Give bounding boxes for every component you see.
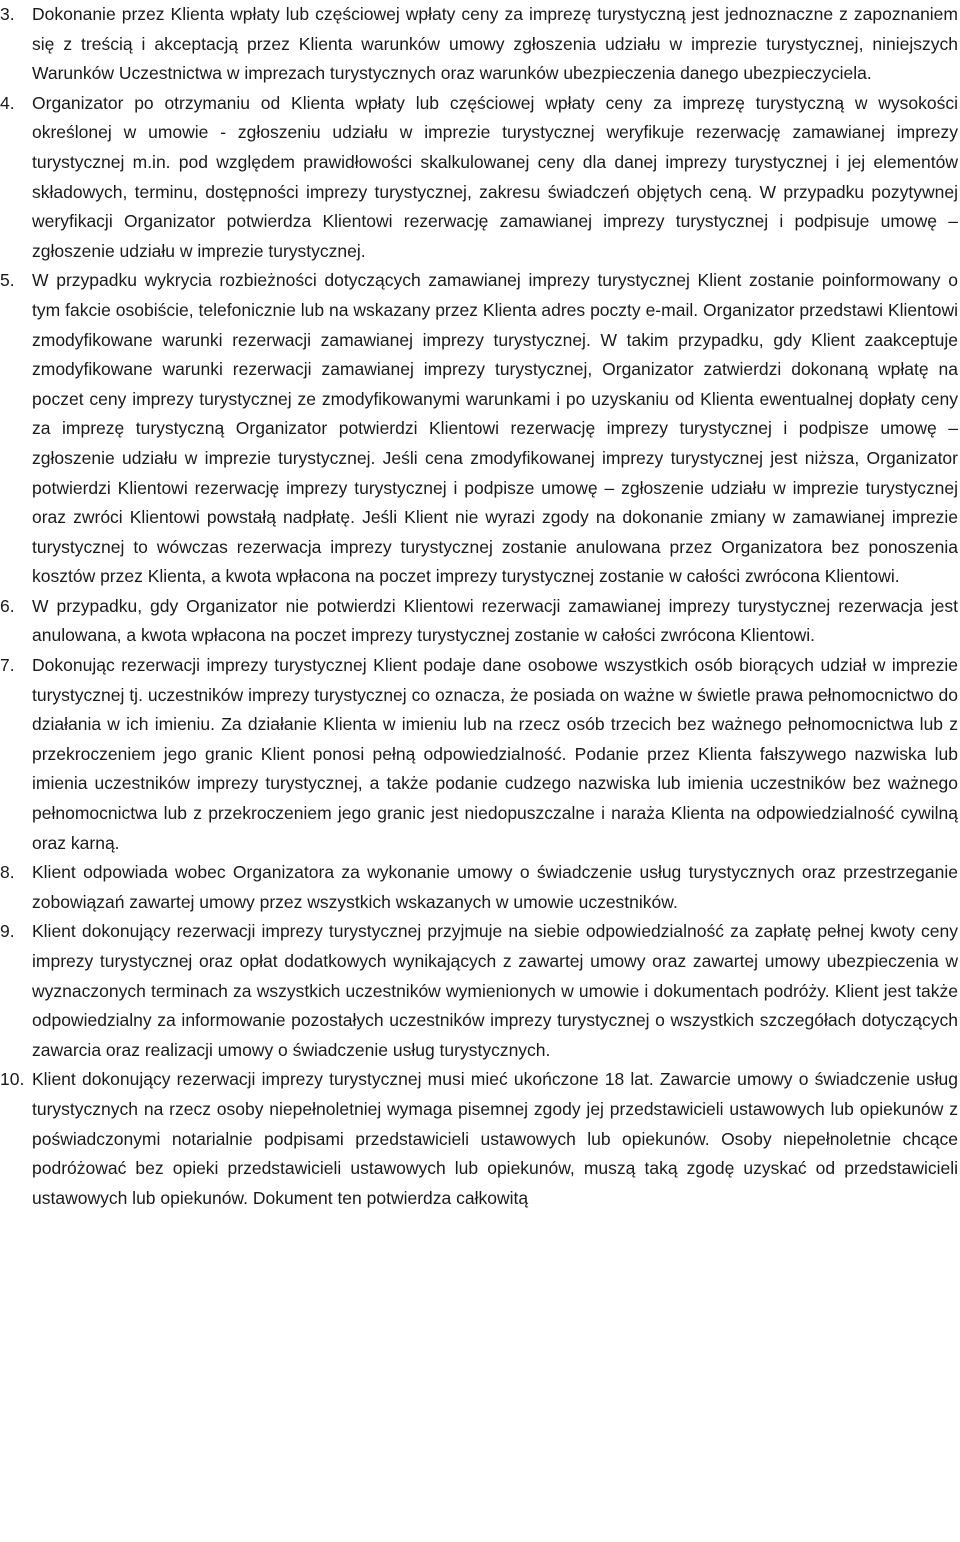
- clause-10: [0, 1065, 958, 1213]
- clause-text: Organizator po otrzymaniu od Klienta wpłaty lub częściowej wpłaty ceny za imprezę turystyczną w wysokości określonej w umowie - zgłoszeniu udziału w imprezie turystycznej weryfikuje rezerwację zamawianej imprezy turystycznej m.in. pod względem prawidłowości skalkulowanej ceny dla danej imprezy turystycznej i jej elementów składowych, terminu, dostępności imprezy turystycznej, zakresu świadczeń objętych ceną. W przypadku pozytywnej weryfikacji Organizator potwierdza Klientowi rezerwację zamawianej imprezy turystycznej i podpisuje umowę – zgłoszenie udziału w imprezie turystycznej.: [32, 92, 958, 261]
- clause-number: 8.: [0, 862, 15, 883]
- clause-5: [0, 266, 958, 592]
- clause-number: 4.: [0, 92, 15, 113]
- clause-6: [0, 592, 958, 651]
- clause-9: [0, 917, 958, 1065]
- clause-text: Klient dokonujący rezerwacji imprezy turystycznej przyjmuje na siebie odpowiedzialność za zapłatę pełnej kwoty ceny imprezy turystycznej oraz opłat dodatkowych wynikających z zawartej umowy oraz zawartej umowy ubezpieczenia w wyznaczonych terminach za wszystkich uczestników wymienionych w umowie i dokumentach podróży. Klient jest także odpowiedzialny za informowanie pozostałych uczestników imprezy turystycznej o wszystkich szczegółach dotyczących zawarcia oraz realizacji umowy o świadczenie usług turystycznych.: [32, 921, 958, 1060]
- clause-8: [0, 858, 958, 917]
- clause-number: 3.: [0, 4, 15, 24]
- clause-7: [0, 651, 958, 858]
- clause-number: 7.: [0, 655, 15, 676]
- clause-text: W przypadku, gdy Organizator nie potwierdzi Klientowi rezerwacji zamawianej imprezy turystycznej rezerwacja jest anulowana, a kwota wpłacona na poczet imprezy turystycznej zostanie w całości zwrócona Klientowi.: [32, 595, 958, 646]
- clause-4: [0, 89, 958, 267]
- clause-text: Klient odpowiada wobec Organizatora za wykonanie umowy o świadczenie usług turystycznych oraz przestrzeganie zobowiązań zawartej umowy przez wszystkich wskazanych w umowie uczestników.: [32, 862, 958, 912]
- clause-number: 9.: [0, 921, 15, 942]
- clause-text: Dokonanie przez Klienta wpłaty lub częściowej wpłaty ceny za imprezę turystyczną jest jednoznaczne z zapoznaniem się z treścią i akceptacją przez Klienta warunków umowy zgłoszenia udziału w imprezie turystycznej, niniejszych Warunków Uczestnictwa w imprezach turystycznych oraz warunków ubezpieczenia danego ubezpieczyciela.: [32, 4, 958, 84]
- clause-text: W przypadku wykrycia rozbieżności dotyczących zamawianej imprezy turystycznej Klient zostanie poinformowany o tym fakcie osobiście, telefonicznie lub na wskazany przez Klienta adres poczty e-mail. Organizator przedstawi Klientowi zmodyfikowane warunki rezerwacji zamawianej imprezy turystycznej. W takim przypadku, gdy Klient zaakceptuje zmodyfikowane warunki rezerwacji zamawianej imprezy turystycznej, Organizator zatwierdzi dokonaną wpłatę na poczet ceny imprezy turystycznej ze zmodyfikowanymi warunkami i po uzyskaniu od Klienta ewentualnej dopłaty ceny za imprezę turystyczną Organizator potwierdzi Klientowi rezerwację imprezy turystycznej i podpisze umowę – zgłoszenie udziału w imprezie turystycznej. Jeśli cena zmodyfikowanej imprezy turystycznej jest niższa, Organizator potwierdzi Klientowi rezerwację imprezy turystycznej i podpisze umowę – zgłoszenie udziału w imprezie turystycznej oraz zwróci Klientowi powstałą nadpłatę. Jeśli Klient nie wyrazi zgody na dokonanie zmiany w zamawianej imprezie turystycznej to wówczas rezerwacja imprezy turystycznej zostanie anulowana przez Organizatora bez ponoszenia kosztów przez Klienta, a kwota wpłacona na poczet imprezy turystycznej zostanie w całości zwrócona Klientowi.: [32, 270, 958, 587]
- clause-number: 5.: [0, 270, 15, 291]
- clause-number: 10.: [0, 1069, 25, 1090]
- clause-number: 6.: [0, 595, 15, 616]
- clause-3: [0, 0, 958, 89]
- clause-text: Dokonując rezerwacji imprezy turystycznej Klient podaje dane osobowe wszystkich osób biorących udział w imprezie turystycznej tj. uczestników imprezy turystycznej co oznacza, że posiada on ważne w świetle prawa pełnomocnictwo do działania w ich imieniu. Za działanie Klienta w imieniu lub na rzecz osób trzecich bez ważnego pełnomocnictwa lub z przekroczeniem jego granic Klient ponosi pełną odpowiedzialność. Podanie przez Klienta fałszywego nazwiska lub imienia uczestników imprezy turystycznej, a także podanie cudzego nazwiska lub imienia uczestników bez ważnego pełnomocnictwa lub z przekroczeniem jego granic jest niedopuszczalne i naraża Klienta na odpowiedzialność cywilną oraz karną.: [32, 655, 958, 853]
- clause-text: Klient dokonujący rezerwacji imprezy turystycznej musi mieć ukończone 18 lat. Zawarcie umowy o świadczenie usług turystycznych na rzecz osoby niepełnoletniej wymaga pisemnej zgody jej przedstawicieli ustawowych lub opiekunów z poświadczonymi notarialnie podpisami przedstawicieli ustawowych lub opiekunów. Osoby niepełnoletnie chcące podróżować bez opieki przedstawicieli ustawowych lub opiekunów, muszą taką zgodę uzyskać od przedstawicieli ustawowych lub opiekunów. Dokument ten potwierdza całkowitą: [32, 1069, 958, 1208]
